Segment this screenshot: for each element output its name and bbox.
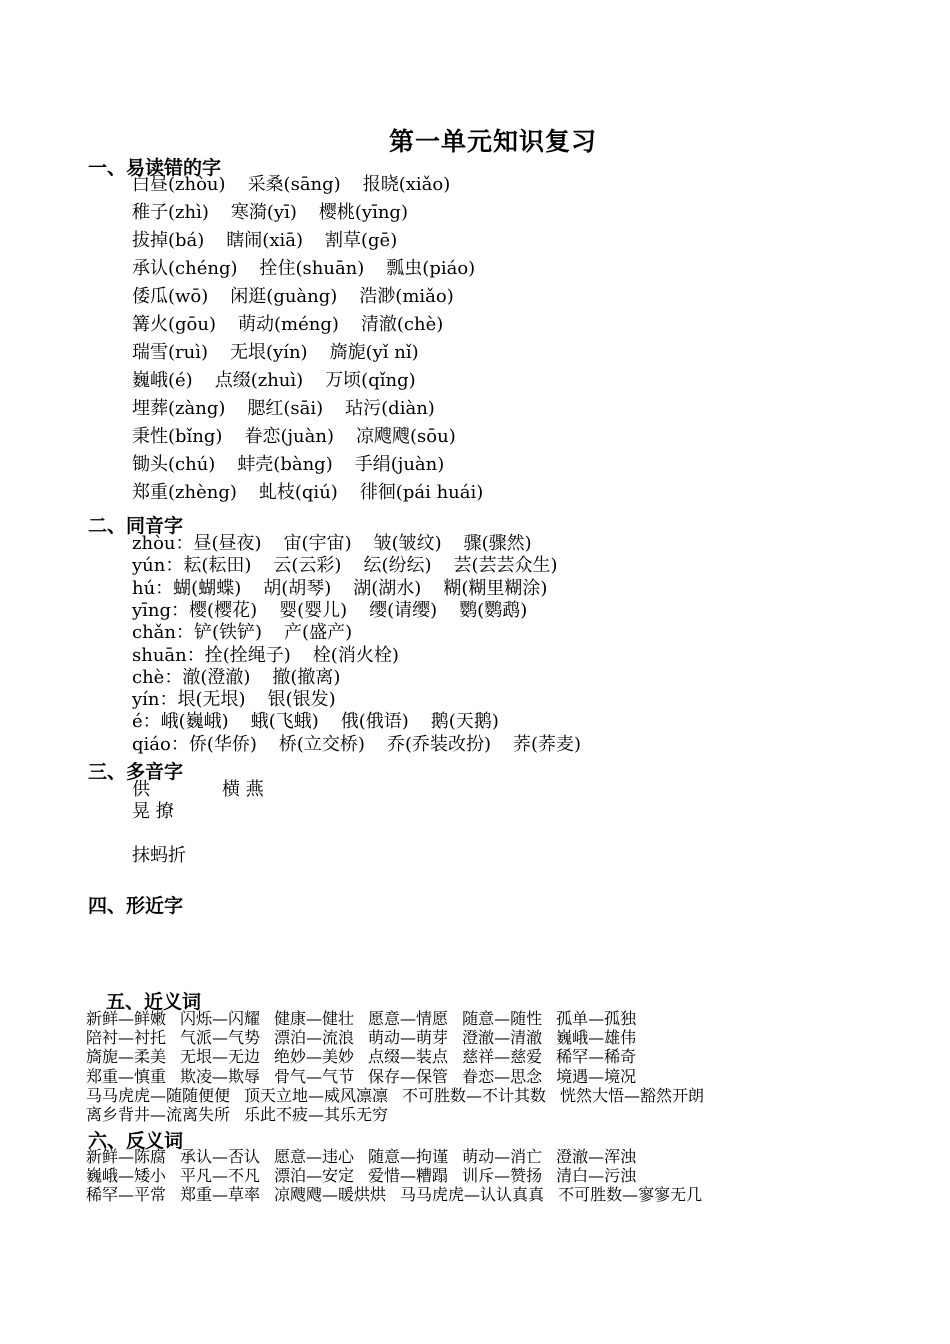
reading-item: 眷恋(juàn) — [244, 426, 334, 447]
homophone-row — [132, 666, 341, 688]
homophone-item: hú：蝴(蝴蝶) — [132, 577, 242, 599]
reading-item: 采桑(sāng) — [247, 174, 341, 195]
homophone-item: yún：耘(耘田) — [132, 555, 252, 577]
antonym-pair: 巍峨—矮小 — [86, 1166, 167, 1186]
reading-item: 点缀(zhuì) — [214, 370, 304, 391]
synonym-pair: 无垠—无边 — [180, 1047, 261, 1067]
reading-item: 寒漪(yī) — [230, 202, 297, 223]
synonym-pair: 气派—气势 — [180, 1028, 261, 1048]
homophone-item: é：峨(巍峨) — [132, 711, 229, 733]
reading-item: 闲逛(guàng) — [230, 286, 338, 307]
homophone-item: 银(银发) — [267, 689, 336, 711]
section-heading-1: 一、易读错的字 — [88, 157, 222, 179]
polyphone-line-2: 晃 撩 — [132, 801, 174, 822]
homophone-item: 栓(消火栓) — [312, 644, 399, 666]
page-title: 第一单元知识复习 — [389, 127, 598, 156]
homophone-row — [132, 557, 558, 575]
synonym-pair: 慈祥—慈爱 — [462, 1047, 543, 1067]
synonym-pair: 离乡背井—流离失所 — [86, 1105, 231, 1124]
antonym-pair: 漂泊—安定 — [274, 1166, 355, 1186]
reading-row — [132, 232, 397, 250]
synonym-pair: 境遇—境况 — [556, 1066, 637, 1086]
reading-item: 瑞雪(ruì) — [132, 342, 208, 363]
homophone-row — [132, 577, 548, 599]
synonym-row — [86, 1011, 650, 1027]
homophone-item: qiáo：侨(华侨) — [132, 733, 257, 755]
reading-item: 巍峨(é) — [132, 370, 193, 391]
reading-row — [132, 456, 444, 474]
homophone-row — [132, 733, 582, 755]
reading-item: 蚌壳(bàng) — [237, 454, 333, 475]
reading-item: 白昼(zhòu) — [132, 174, 226, 195]
homophone-item: zhòu：昼(昼夜) — [132, 533, 262, 554]
synonym-pair: 巍峨—雄伟 — [556, 1028, 637, 1048]
antonym-row — [86, 1149, 650, 1165]
homophone-item: 骤(骤然) — [463, 533, 532, 554]
homophone-row — [132, 599, 528, 621]
reading-row — [132, 176, 450, 194]
section-heading-6: 六、反义词 — [88, 1130, 184, 1152]
reading-row — [132, 204, 408, 222]
homophone-item: 俄(俄语) — [340, 711, 409, 733]
reading-item: 凉飕飕(sōu) — [356, 426, 456, 447]
reading-row — [132, 288, 454, 306]
homophone-item: 荞(荞麦) — [513, 733, 582, 755]
homophone-item: yín：垠(无垠) — [132, 689, 246, 711]
reading-item: 樱桃(yīng) — [318, 202, 408, 223]
antonym-pair: 郑重—草率 — [180, 1185, 261, 1205]
antonym-row — [86, 1187, 716, 1203]
reading-row — [132, 400, 435, 418]
reading-item: 拔掉(bá) — [132, 230, 205, 251]
antonym-pair: 平凡—不凡 — [180, 1166, 261, 1186]
antonym-pair: 稀罕—平常 — [86, 1185, 167, 1205]
homophone-item: 宙(宇宙) — [283, 533, 352, 554]
reading-item: 倭瓜(wō) — [132, 286, 209, 307]
synonym-pair: 郑重—慎重 — [86, 1066, 167, 1086]
reading-row — [132, 260, 475, 278]
reading-row — [132, 316, 443, 334]
reading-item: 拴住(shuān) — [259, 258, 365, 279]
synonym-pair: 骨气—气节 — [274, 1066, 355, 1086]
reading-item: 手绢(juàn) — [354, 454, 445, 475]
reading-item: 锄头(chú) — [132, 454, 216, 475]
polyphone-line-3: 抹蚂折 — [132, 845, 186, 866]
antonym-pair: 萌动—消亡 — [462, 1147, 543, 1166]
reading-row — [132, 344, 419, 362]
homophone-row — [132, 535, 532, 553]
homophone-item: chǎn：铲(铁铲) — [132, 622, 263, 644]
polyphone-line-1b: 横 燕 — [222, 779, 264, 800]
homophone-item: 产(盛产) — [284, 622, 353, 644]
homophone-item: 撤(撤离) — [272, 666, 341, 688]
homophone-item: 鹦(鹦鹉) — [459, 599, 528, 621]
antonym-pair: 清白—污浊 — [556, 1166, 637, 1186]
antonym-pair: 随意—拘谨 — [368, 1147, 449, 1166]
homophone-item: 婴(婴儿) — [279, 599, 348, 621]
synonym-pair: 保存—保管 — [368, 1066, 449, 1086]
section-heading-4: 四、形近字 — [88, 895, 184, 917]
synonym-pair: 闪烁—闪耀 — [180, 1009, 261, 1028]
synonym-pair: 稀罕—稀奇 — [556, 1047, 637, 1067]
section-heading-3: 三、多音字 — [88, 761, 184, 783]
synonym-pair: 萌动—萌芽 — [368, 1028, 449, 1048]
reading-item: 埋葬(zàng) — [132, 398, 226, 419]
reading-item: 虬枝(qiú) — [258, 482, 338, 503]
homophone-row — [132, 644, 399, 666]
reading-item: 瞎闹(xiā) — [226, 230, 303, 251]
homophone-item: 胡(胡琴) — [263, 577, 332, 599]
homophone-item: 云(云彩) — [273, 555, 342, 577]
reading-item: 承认(chéng) — [132, 258, 238, 279]
homophone-item: 缨(请缨) — [369, 599, 438, 621]
antonym-pair: 凉飕飕—暖烘烘 — [274, 1185, 387, 1205]
reading-item: 万顷(qǐng) — [325, 370, 416, 391]
synonym-row — [86, 1107, 402, 1123]
synonym-pair: 不可胜数—不计其数 — [402, 1085, 547, 1105]
homophone-item: 纭(纷纭) — [363, 555, 432, 577]
section-heading-5: 五、近义词 — [106, 991, 202, 1013]
reading-item: 秉性(bǐng) — [132, 426, 223, 447]
reading-item: 玷污(diàn) — [345, 398, 435, 419]
antonym-pair: 愿意—违心 — [274, 1147, 355, 1166]
synonym-pair: 眷恋—思念 — [462, 1066, 543, 1086]
reading-item: 浩渺(miǎo) — [359, 286, 454, 307]
synonym-pair: 绝妙—美妙 — [274, 1047, 355, 1067]
synonym-pair: 顶天立地—威风凛凛 — [244, 1085, 389, 1105]
synonym-row — [86, 1030, 650, 1046]
antonym-pair: 不可胜数—寥寥无几 — [558, 1185, 703, 1205]
homophone-item: 芸(芸芸众生) — [453, 555, 558, 577]
synonym-pair: 点缀—装点 — [368, 1047, 449, 1067]
homophone-item: 桥(立交桥) — [278, 733, 365, 755]
synonym-row — [86, 1085, 718, 1105]
antonym-pair: 澄澈—浑浊 — [556, 1147, 637, 1166]
reading-item: 萌动(méng) — [238, 314, 339, 335]
homophone-item: yīng：樱(樱花) — [132, 599, 258, 621]
synonym-pair: 马马虎虎—随随便便 — [86, 1085, 231, 1105]
homophone-item: shuān：拴(拴绳子) — [132, 644, 291, 666]
homophone-row — [132, 713, 499, 731]
reading-row — [132, 428, 456, 446]
reading-item: 郑重(zhèng) — [132, 482, 237, 503]
homophone-item: 蛾(飞蛾) — [250, 711, 319, 733]
reading-item: 徘徊(pái huái) — [359, 482, 484, 503]
reading-item: 割草(gē) — [325, 230, 398, 251]
reading-item: 稚子(zhì) — [132, 202, 209, 223]
homophone-row — [132, 691, 336, 709]
homophone-row — [132, 624, 352, 642]
synonym-pair: 乐此不疲—其乐无穷 — [244, 1105, 389, 1124]
reading-item: 无垠(yín) — [230, 342, 308, 363]
antonym-row — [86, 1168, 650, 1184]
homophone-item: chè：澈(澄澈) — [132, 666, 251, 688]
antonym-pair: 承认—否认 — [180, 1147, 261, 1166]
antonym-pair: 训斥—赞扬 — [462, 1166, 543, 1186]
reading-item: 报晓(xiǎo) — [362, 174, 451, 195]
homophone-item: 鹅(天鹅) — [430, 711, 499, 733]
synonym-pair: 健康—健壮 — [274, 1009, 355, 1028]
homophone-item: 湖(湖水) — [353, 577, 422, 599]
reading-item: 旖旎(yǐ nǐ) — [329, 342, 419, 363]
synonym-row — [86, 1049, 650, 1065]
antonym-pair: 新鲜—陈腐 — [86, 1147, 167, 1166]
reading-item: 瓢虫(piáo) — [386, 258, 476, 279]
synonym-pair: 漂泊—流浪 — [274, 1028, 355, 1048]
homophone-item: 糊(糊里糊涂) — [443, 577, 548, 599]
synonym-pair: 新鲜—鲜嫩 — [86, 1009, 167, 1028]
reading-item: 清澈(chè) — [360, 314, 444, 335]
synonym-pair: 恍然大悟—豁然开朗 — [560, 1085, 705, 1105]
polyphone-line-1a: 供 — [132, 779, 150, 800]
homophone-item: 皱(皱纹) — [373, 533, 442, 554]
reading-item: 腮红(sāi) — [247, 398, 324, 419]
homophone-item: 乔(乔装改扮) — [386, 733, 491, 755]
antonym-pair: 马马虎虎—认认真真 — [400, 1185, 545, 1205]
synonym-pair: 欺凌—欺辱 — [180, 1066, 261, 1086]
synonym-pair: 随意—随性 — [462, 1009, 543, 1028]
antonym-pair: 爱惜—糟蹋 — [368, 1166, 449, 1186]
reading-row — [132, 372, 416, 390]
section-heading-2: 二、同音字 — [88, 515, 184, 537]
synonym-row — [86, 1066, 650, 1086]
reading-item: 篝火(gōu) — [132, 314, 216, 335]
synonym-pair: 陪衬—衬托 — [86, 1028, 167, 1048]
synonym-pair: 澄澈—清澈 — [462, 1028, 543, 1048]
synonym-pair: 旖旎—柔美 — [86, 1047, 167, 1067]
synonym-pair: 愿意—情愿 — [368, 1009, 449, 1028]
reading-row — [132, 484, 483, 502]
synonym-pair: 孤单—孤独 — [556, 1009, 637, 1028]
